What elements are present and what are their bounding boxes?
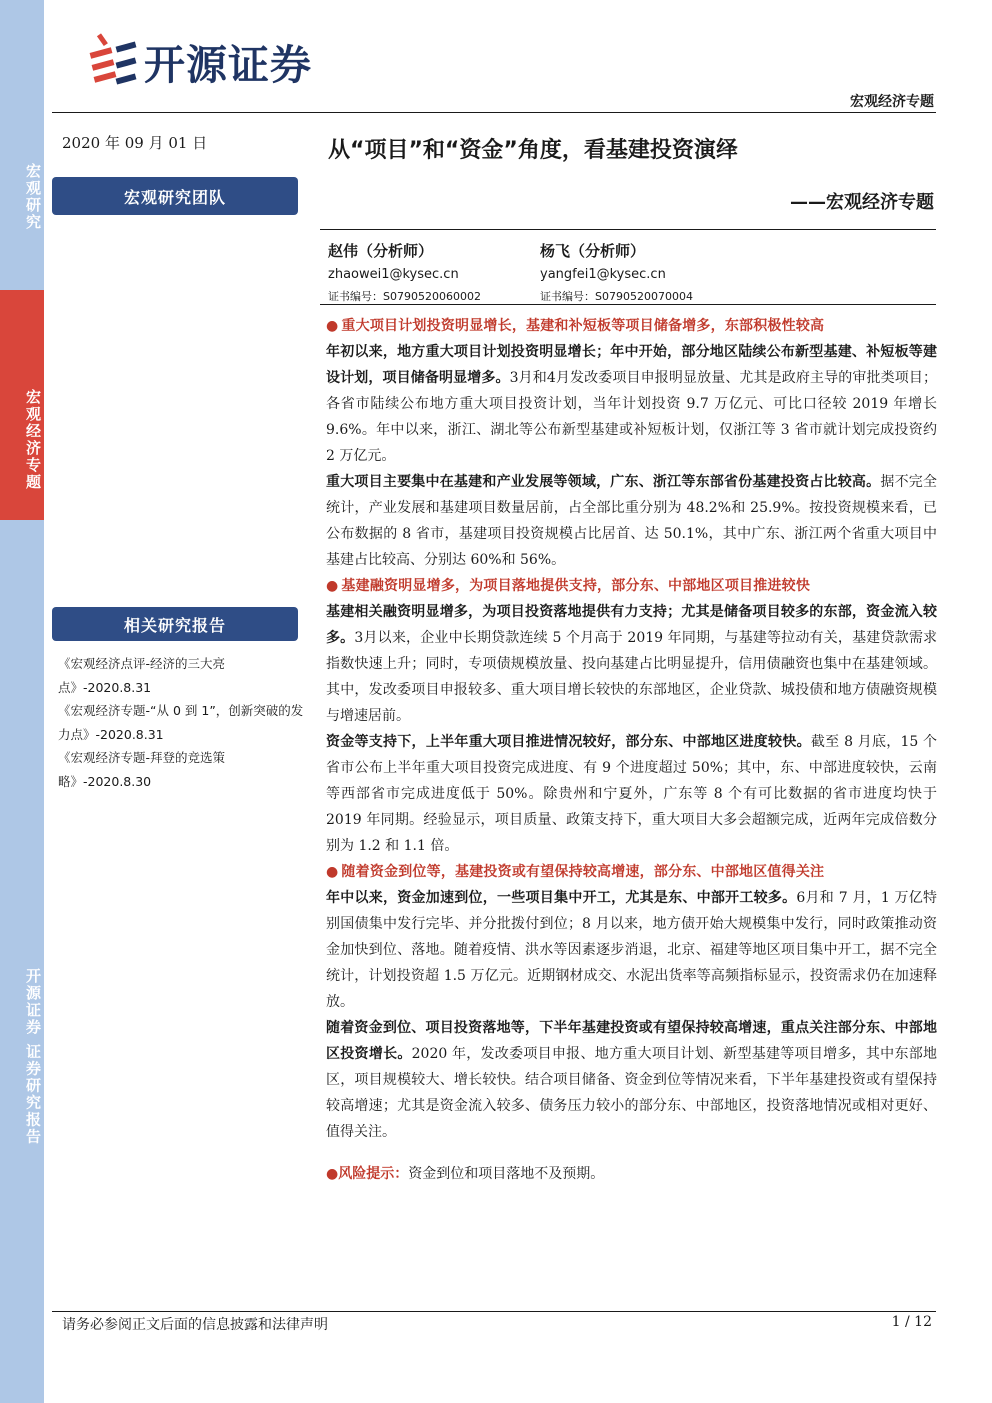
analyst-email[interactable]: zhaowei1@kysec.cn — [328, 267, 459, 282]
footer-disclaimer: 请务必参阅正文后面的信息披露和法律声明 — [62, 1317, 328, 1333]
risk-label: ●风险提示： — [326, 1166, 409, 1182]
section — [326, 313, 937, 573]
sidebar-middle-label: 宏观经济专题 — [0, 290, 44, 520]
company-logo — [86, 30, 376, 90]
analyst-cert: 证书编号：S0790520070004 — [540, 290, 693, 303]
analyst-card — [328, 240, 481, 304]
risk-note — [326, 1161, 937, 1187]
section-paragraph: 重大项目主要集中在基建和产业发展等领域，广东、浙江等东部省份基建投资占比较高。据不完全统计，产业发展和基建项目数量居前，占全部比重分别为 48.2%和 25.9%。按投资规模来看，已公布数据的 8 省市，基建项目投资规模占比居首、达 50.1%，其中广东、浙江两个省重大项目中基建占比较高、分别达 60%和 56%。 — [326, 474, 938, 568]
sidebar-bottom-label: 开源证券 证券研究报告 — [0, 520, 44, 1403]
report-subtitle: ——宏观经济专题 — [790, 192, 934, 213]
analyst-name: 赵伟（分析师） — [328, 242, 434, 260]
report-title: 从“项目”和“资金”角度，看基建投资演绎 — [328, 138, 738, 163]
analyst-card — [540, 240, 693, 304]
section — [326, 859, 937, 1145]
report-date: 2020 年 09 月 01 日 — [62, 134, 208, 152]
related-report-link[interactable]: 《宏观经济点评-经济的三大亮点》-2020.8.31 — [58, 656, 226, 695]
analyst-cert: 证书编号：S0790520060002 — [328, 290, 481, 303]
section-paragraph: 随着资金到位、项目投资落地等，下半年基建投资或有望保持较高增速，重点关注部分东、中部地区投资增长。2020 年，发改委项目申报、地方重大项目计划、新型基建等项目增多，其中东部地区，项目规模较大、增长较快。结合项目储备、资金到位等情况来看，下半年基建投资或有望保持较高增速；尤其是资金流入较多、债务压力较小的部分东、中部地区，投资落地情况或相对更好、值得关注。 — [326, 1020, 938, 1140]
risk-text: 资金到位和项目落地不及预期。 — [408, 1166, 605, 1182]
team-label: 宏观研究团队 — [52, 177, 298, 215]
section-paragraph: 年中以来，资金加速到位，一些项目集中开工，尤其是东、中部开工较多。6月和 7 月，1 万亿特别国债集中发行完毕、并分批拨付到位；8 月以来，地方债开始大规模集中发行，同时政策推动资金加快到位、落地。随着疫情、洪水等因素逐步消退，北京、福建等地区项目集中开工，据不完全统计，计划投资超 1.5 万亿元。近期钢材成交、水泥出货率等高频指标显示，投资需求仍在加速释放。 — [326, 890, 938, 1010]
logo-mark-icon — [86, 30, 142, 90]
section-heading: ● 随着资金到位等，基建投资或有望保持较高增速，部分东、中部地区值得关注 — [326, 864, 825, 880]
section-heading: ● 基建融资明显增多，为项目落地提供支持，部分东、中部地区项目推进较快 — [326, 578, 811, 594]
related-reports-heading: 相关研究报告 — [52, 607, 298, 641]
analyst-divider-top — [320, 229, 936, 230]
section-paragraph: 年初以来，地方重大项目计划投资明显增长；年中开始，部分地区陆续公布新型基建、补短板等建设计划，项目储备明显增多。3月和4月发改委项目申报明显放量、尤其是政府主导的审批类项目；各省市陆续公布地方重大项目投资计划，当年计划投资 9.7 万亿元、可比口径较 2019 年增长 9.6%。年中以来，浙江、湖北等公布新型基建或补短板计划，仅浙江等 3 省市就计划完成投资约 2 万亿元。 — [326, 344, 937, 464]
report-summary — [326, 313, 937, 1187]
analyst-name: 杨飞（分析师） — [540, 242, 646, 260]
analyst-email[interactable]: yangfei1@kysec.cn — [540, 267, 666, 282]
section — [326, 573, 937, 859]
page-number: 1 / 12 — [891, 1314, 932, 1330]
left-sidebar — [0, 0, 44, 1403]
related-report-link[interactable]: 《宏观经济专题-“从 0 到 1”，创新突破的发力点》-2020.8.31 — [58, 703, 304, 742]
brand-name: 开源证券 — [144, 41, 312, 89]
section-heading: ● 重大项目计划投资明显增长，基建和补短板等项目储备增多，东部积极性较高 — [326, 318, 825, 334]
related-report-link[interactable]: 《宏观经济专题-拜登的竞选策略》-2020.8.30 — [58, 750, 226, 789]
footer-divider — [52, 1311, 936, 1312]
header-divider — [52, 112, 936, 113]
report-category: 宏观经济专题 — [850, 94, 934, 110]
sidebar-top-label: 宏观研究 — [0, 0, 44, 290]
bullet-dot-icon: ● — [326, 578, 339, 594]
related-reports-list — [58, 652, 306, 793]
bullet-dot-icon: ● — [326, 1166, 339, 1182]
bullet-dot-icon: ● — [326, 318, 339, 334]
section-paragraph: 基建相关融资明显增多，为项目投资落地提供有力支持；尤其是储备项目较多的东部，资金流入较多。3月以来，企业中长期贷款连续 5 个月高于 2019 年同期，与基建等拉动有关，基建贷款需求指数快速上升；同时，专项债规模放量、投向基建占比明显提升，信用债融资也集中在基建领域。其中，发改委项目申报较多、重大项目增长较快的东部地区，企业贷款、城投债和地方债融资规模与增速居前。 — [326, 604, 937, 724]
section-paragraph: 资金等支持下，上半年重大项目推进情况较好，部分东、中部地区进度较快。截至 8 月底，15 个省市公布上半年重大项目投资完成进度、有 9 个进度超过 50%；其中，东、中部进度较快，云南等西部省市完成进度低于 50%。除贵州和宁夏外，广东等 8 个有可比数据的省市进度均快于 2019 年同期。经验显示，项目质量、政策支持下，重大项目大多会超额完成，近两年完成倍数分别为 1.2 和 1.1 倍。 — [326, 734, 937, 854]
bullet-dot-icon: ● — [326, 864, 339, 880]
analyst-divider-bottom — [320, 304, 936, 305]
